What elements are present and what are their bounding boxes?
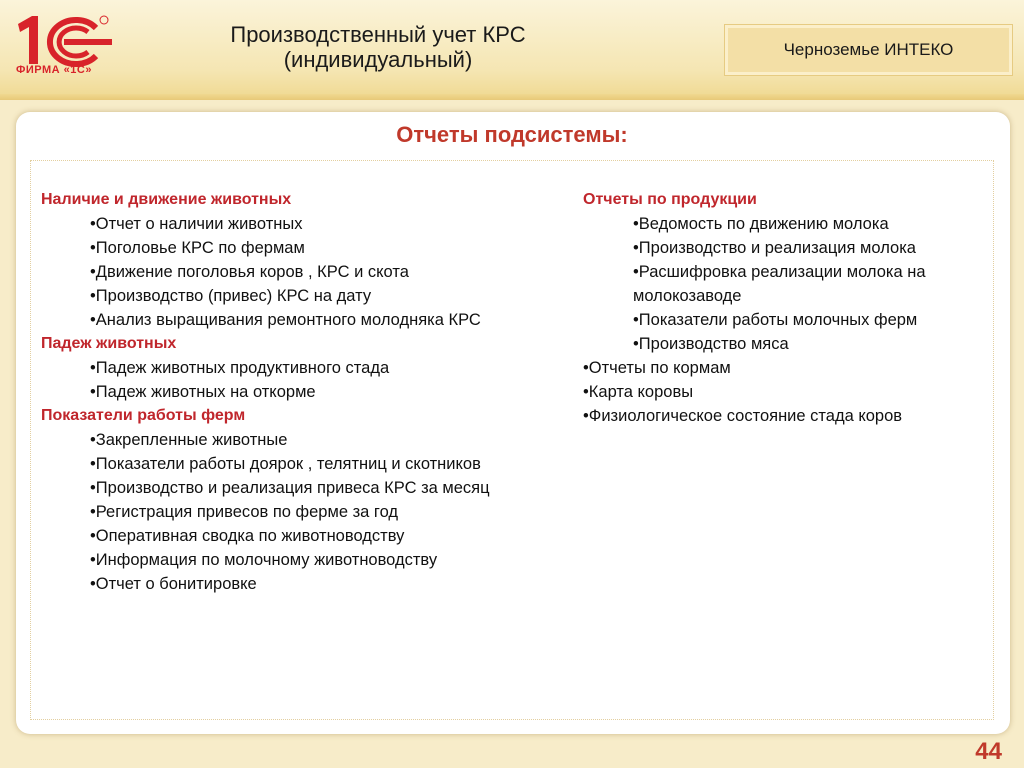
- list-item: •Падеж животных продуктивного стада: [90, 359, 390, 377]
- list-item: •Расшифровка реализации молока на молокозаводе: [633, 263, 926, 305]
- section-title: Отчеты подсистемы:: [396, 122, 628, 147]
- left-column: [41, 188, 541, 596]
- list-item: •Производство мяса: [633, 335, 789, 353]
- list-item: •Отчет о наличии животных: [90, 215, 303, 233]
- list-item: •Информация по молочному животноводству: [90, 551, 438, 569]
- list-item: •Производство и реализация молока: [633, 239, 916, 257]
- list-item: •Анализ выращивания ремонтного молодняка КРС: [90, 311, 481, 329]
- group-heading: Наличие и движение животных: [41, 191, 292, 208]
- page-number: 44: [975, 738, 1002, 765]
- group-heading: Падеж животных: [41, 335, 177, 352]
- list-item: •Производство и реализация привеса КРС за месяц: [90, 479, 490, 497]
- organization-name: Черноземье ИНТЕКО: [783, 40, 954, 59]
- list-item: •Движение поголовья коров , КРС и скота: [90, 263, 409, 281]
- group-heading: Показатели работы ферм: [41, 407, 246, 424]
- list-item: •Закрепленные животные: [90, 431, 288, 449]
- list-item: •Физиологическое состояние стада коров: [583, 407, 903, 425]
- logo-caption: ФИРМА «1С»: [16, 64, 92, 76]
- list-item: •Падеж животных на откорме: [90, 383, 316, 401]
- list-item: •Производство (привес) КРС на дату: [90, 287, 372, 305]
- list-item: •Ведомость по движению молока: [633, 215, 889, 233]
- list-item: •Показатели работы молочных ферм: [633, 311, 918, 329]
- title-line-1: Производственный учет КРС: [230, 22, 526, 47]
- list-item: •Регистрация привесов по ферме за год: [90, 503, 399, 521]
- list-item: •Поголовье КРС по фермам: [90, 239, 305, 257]
- organization-box: [724, 24, 1013, 76]
- list-item: •Карта коровы: [583, 383, 694, 401]
- list-item: •Показатели работы доярок , телятниц и скотников: [90, 455, 481, 473]
- group-heading: Отчеты по продукции: [583, 191, 757, 208]
- right-column: [583, 188, 973, 428]
- list-item: •Отчеты по кормам: [583, 359, 731, 377]
- list-item: •Оперативная сводка по животноводству: [90, 527, 405, 545]
- title-line-2: (индивидуальный): [283, 47, 473, 72]
- page-title: [178, 22, 578, 72]
- list-item: •Отчет о бонитировке: [90, 575, 257, 593]
